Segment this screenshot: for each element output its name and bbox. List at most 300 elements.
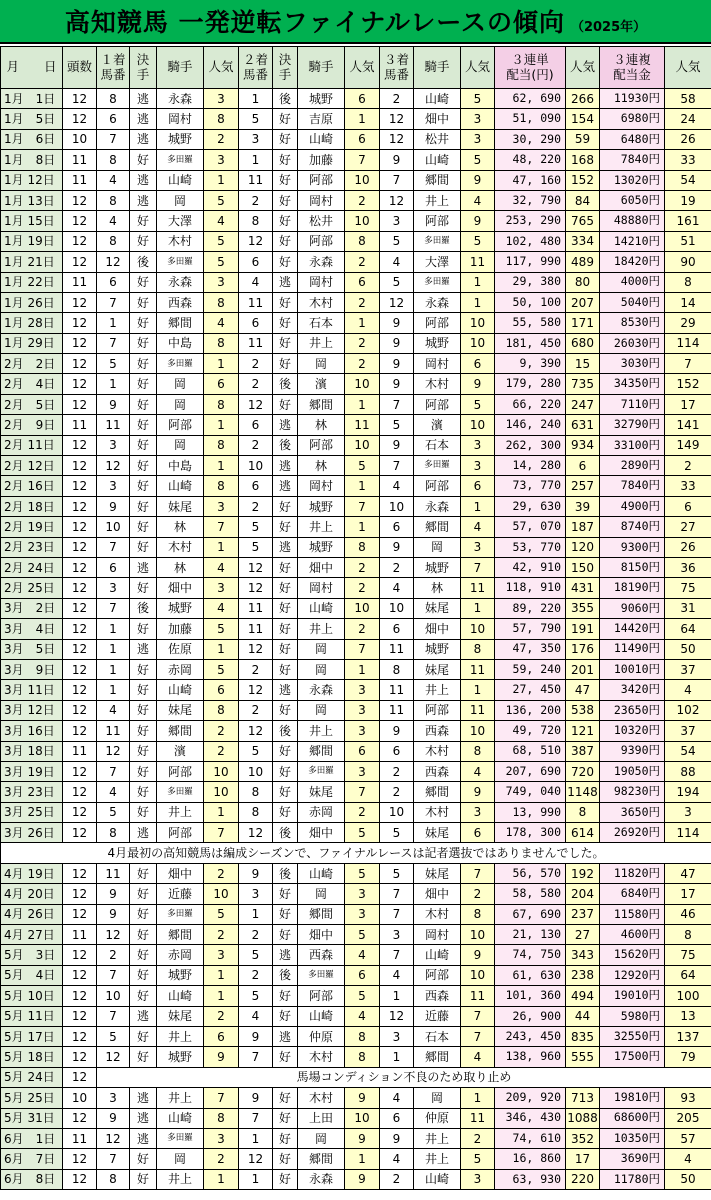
cell-field-size: 12: [63, 456, 97, 476]
cell-trifecta-popularity: 489: [566, 252, 600, 272]
cell-trifecta-popularity: 171: [566, 313, 600, 333]
cell-first-jockey: 城野: [157, 598, 204, 618]
cell-first-popularity: 2: [204, 863, 239, 883]
cell-second-number: 12: [239, 680, 273, 700]
cell-first-jockey: 中島: [157, 333, 204, 353]
cell-second-jockey: 畑中: [298, 823, 345, 843]
cell-third-jockey: 井上: [414, 1128, 461, 1148]
cell-third-number: 7: [380, 904, 414, 924]
cell-first-number: 3: [97, 1088, 130, 1108]
cell-third-popularity: 1: [461, 1088, 495, 1108]
table-row: [1, 802, 711, 822]
cell-second-jockey: 加藤: [298, 150, 345, 170]
cell-second-jockey: 上田: [298, 1108, 345, 1128]
april-note-row: [1, 843, 711, 863]
cell-trifecta-payout: 16, 860: [495, 1149, 566, 1169]
cell-second-jockey: 城野: [298, 89, 345, 109]
cell-second-popularity: 10: [345, 374, 380, 394]
cell-first-number: 1: [97, 619, 130, 639]
cell-second-number: 11: [239, 292, 273, 312]
cell-first-jockey: 赤岡: [157, 659, 204, 679]
cell-third-jockey: 城野: [414, 557, 461, 577]
cell-trio-payout: 4600円: [600, 925, 665, 945]
cell-trio-popularity: 17: [665, 884, 711, 904]
cell-first-number: 1: [97, 374, 130, 394]
cell-third-jockey: 妹尾: [414, 598, 461, 618]
cell-first-popularity: 8: [204, 1108, 239, 1128]
cell-trio-payout: 9300円: [600, 537, 665, 557]
cell-third-jockey: 濱: [414, 415, 461, 435]
cell-field-size: 12: [63, 211, 97, 231]
table-row: [1, 823, 711, 843]
cell-first-popularity: 8: [204, 109, 239, 129]
cell-second-popularity: 4: [345, 1006, 380, 1026]
cell-date: 2月 24日: [1, 557, 63, 577]
cell-trifecta-payout: 117, 990: [495, 252, 566, 272]
cell-second-number: 12: [239, 557, 273, 577]
cell-first-popularity: 5: [204, 904, 239, 924]
cell-first-style: 逃: [130, 109, 157, 129]
cell-first-jockey: 山崎: [157, 1108, 204, 1128]
table-row: [1, 170, 711, 190]
table-row: [1, 517, 711, 537]
cell-second-number: 12: [239, 823, 273, 843]
cell-third-number: 12: [380, 109, 414, 129]
cell-third-jockey: 郷間: [414, 1047, 461, 1067]
cell-trifecta-popularity: 387: [566, 741, 600, 761]
cell-trifecta-popularity: 835: [566, 1026, 600, 1046]
cell-second-jockey: 多田羅: [298, 761, 345, 781]
cell-second-jockey: 阿部: [298, 986, 345, 1006]
cell-trio-payout: 34350円: [600, 374, 665, 394]
cell-third-number: 9: [380, 354, 414, 374]
cell-date: 3月 2日: [1, 598, 63, 618]
cell-first-number: 6: [97, 272, 130, 292]
cell-second-number: 9: [239, 1026, 273, 1046]
cell-first-jockey: 多田羅: [157, 904, 204, 924]
cell-first-number: 1: [97, 313, 130, 333]
cell-trifecta-popularity: 257: [566, 476, 600, 496]
cell-third-jockey: 永森: [414, 292, 461, 312]
cell-second-number: 4: [239, 272, 273, 292]
cell-first-number: 7: [97, 129, 130, 149]
cell-second-jockey: 吉原: [298, 109, 345, 129]
cell-date: 3月 26日: [1, 823, 63, 843]
cell-field-size: 12: [63, 190, 97, 210]
cell-trio-payout: 5980円: [600, 1006, 665, 1026]
cell-trifecta-payout: 146, 240: [495, 415, 566, 435]
header-first-number: １着 馬番: [97, 47, 130, 89]
cell-trifecta-payout: 346, 430: [495, 1108, 566, 1128]
cell-field-size: 12: [63, 354, 97, 374]
cell-third-popularity: 1: [461, 496, 495, 516]
cell-first-popularity: 6: [204, 680, 239, 700]
cell-trio-popularity: 54: [665, 741, 711, 761]
cell-trifecta-payout: 118, 910: [495, 578, 566, 598]
cell-date: 3月 18日: [1, 741, 63, 761]
cell-third-jockey: 大澤: [414, 252, 461, 272]
cell-date: 2月 12日: [1, 456, 63, 476]
cell-third-popularity: 4: [461, 761, 495, 781]
cell-second-jockey: 妹尾: [298, 782, 345, 802]
cell-third-number: 5: [380, 823, 414, 843]
cell-trifecta-payout: 14, 280: [495, 456, 566, 476]
april-note-row-text: 4月最初の高知競馬は編成シーズンで、ファイナルレースは記者選抜ではありませんでした。: [1, 843, 711, 863]
cell-second-popularity: 2: [345, 802, 380, 822]
cell-first-style: 好: [130, 904, 157, 924]
cell-first-number: 5: [97, 354, 130, 374]
cell-second-number: 2: [239, 435, 273, 455]
table-row: [1, 537, 711, 557]
cell-second-style: 好: [273, 1108, 298, 1128]
cell-first-popularity: 4: [204, 557, 239, 577]
cell-second-number: 8: [239, 782, 273, 802]
cell-trio-payout: 8530円: [600, 313, 665, 333]
cell-trifecta-popularity: 176: [566, 639, 600, 659]
cell-second-popularity: 11: [345, 415, 380, 435]
cell-second-style: 好: [273, 741, 298, 761]
table-row: [1, 150, 711, 170]
cell-trifecta-payout: 47, 160: [495, 170, 566, 190]
cell-trio-payout: 12920円: [600, 965, 665, 985]
cell-date: 1月 6日: [1, 129, 63, 149]
cell-second-jockey: 山崎: [298, 598, 345, 618]
cell-first-popularity: 2: [204, 129, 239, 149]
cell-first-number: 12: [97, 925, 130, 945]
cell-trio-payout: 23650円: [600, 700, 665, 720]
results-table: [0, 46, 711, 1190]
cell-third-popularity: 6: [461, 354, 495, 374]
cell-field-size: 10: [63, 129, 97, 149]
cell-second-popularity: 7: [345, 150, 380, 170]
cell-first-number: 11: [97, 863, 130, 883]
cell-third-number: 7: [380, 170, 414, 190]
cell-second-jockey: 山崎: [298, 129, 345, 149]
cell-first-jockey: 井上: [157, 1169, 204, 1189]
cell-trio-popularity: 6: [665, 496, 711, 516]
cell-first-number: 9: [97, 496, 130, 516]
cell-second-jockey: 岡: [298, 884, 345, 904]
cell-trio-payout: 7110円: [600, 394, 665, 414]
cell-trifecta-popularity: 614: [566, 823, 600, 843]
cell-third-popularity: 8: [461, 741, 495, 761]
cell-trifecta-popularity: 201: [566, 659, 600, 679]
table-row: [1, 252, 711, 272]
cell-third-number: 7: [380, 945, 414, 965]
cell-first-number: 9: [97, 394, 130, 414]
cell-first-popularity: 4: [204, 598, 239, 618]
header-third-number: ３着 馬番: [380, 47, 414, 89]
cell-trio-payout: 17500円: [600, 1047, 665, 1067]
cell-third-number: 9: [380, 374, 414, 394]
cell-third-number: 4: [380, 965, 414, 985]
cell-second-jockey: 井上: [298, 619, 345, 639]
cell-second-style: 好: [273, 313, 298, 333]
cell-third-number: 2: [380, 557, 414, 577]
cell-third-jockey: 仲原: [414, 1108, 461, 1128]
cell-trio-popularity: 75: [665, 578, 711, 598]
cell-third-popularity: 9: [461, 170, 495, 190]
cell-third-popularity: 11: [461, 1108, 495, 1128]
cell-first-style: 逃: [130, 557, 157, 577]
cell-date: 2月 25日: [1, 578, 63, 598]
cell-trio-payout: 4000円: [600, 272, 665, 292]
cell-first-jockey: 永森: [157, 89, 204, 109]
cell-second-popularity: 10: [345, 435, 380, 455]
cell-trifecta-payout: 73, 770: [495, 476, 566, 496]
cell-first-number: 8: [97, 1169, 130, 1189]
cell-third-popularity: 10: [461, 313, 495, 333]
cell-first-style: 好: [130, 476, 157, 496]
cell-third-number: 5: [380, 231, 414, 251]
cell-first-jockey: 井上: [157, 1088, 204, 1108]
cell-field-size: 12: [63, 1169, 97, 1189]
cell-third-popularity: 10: [461, 721, 495, 741]
cell-second-jockey: 永森: [298, 680, 345, 700]
cell-second-number: 9: [239, 1088, 273, 1108]
cell-first-number: 9: [97, 904, 130, 924]
cell-third-number: 1: [380, 986, 414, 1006]
cell-second-number: 3: [239, 129, 273, 149]
cell-first-style: 好: [130, 374, 157, 394]
cell-field-size: 12: [63, 761, 97, 781]
cell-second-jockey: 阿部: [298, 435, 345, 455]
cell-date: 6月 1日: [1, 1128, 63, 1148]
cell-second-number: 6: [239, 415, 273, 435]
cell-second-style: 好: [273, 394, 298, 414]
cell-first-style: 好: [130, 211, 157, 231]
cell-first-number: 4: [97, 170, 130, 190]
table-row: [1, 374, 711, 394]
header-trio-popularity: 人気: [665, 47, 711, 89]
cell-second-jockey: 郷間: [298, 1149, 345, 1169]
cell-first-popularity: 1: [204, 802, 239, 822]
cell-trio-popularity: 79: [665, 1047, 711, 1067]
cell-trifecta-payout: 62, 690: [495, 89, 566, 109]
cell-second-number: 11: [239, 619, 273, 639]
cell-trifecta-payout: 749, 040: [495, 782, 566, 802]
cell-second-jockey: 岡村: [298, 476, 345, 496]
cell-trifecta-popularity: 168: [566, 150, 600, 170]
cell-second-popularity: 10: [345, 170, 380, 190]
cell-third-jockey: 松井: [414, 129, 461, 149]
cell-second-style: 逃: [273, 476, 298, 496]
cell-second-number: 5: [239, 517, 273, 537]
cell-second-jockey: 井上: [298, 721, 345, 741]
cell-trifecta-payout: 47, 350: [495, 639, 566, 659]
table-row: [1, 231, 711, 251]
cell-date: 6月 7日: [1, 1149, 63, 1169]
cell-trifecta-popularity: 187: [566, 517, 600, 537]
cell-second-popularity: 8: [345, 231, 380, 251]
cell-second-style: 好: [273, 925, 298, 945]
cell-third-number: 7: [380, 394, 414, 414]
cell-date: 1月 5日: [1, 109, 63, 129]
cell-first-popularity: 3: [204, 945, 239, 965]
cell-second-popularity: 6: [345, 741, 380, 761]
table-row: [1, 129, 711, 149]
cell-field-size: 12: [63, 965, 97, 985]
cell-trifecta-popularity: 631: [566, 415, 600, 435]
cell-field-size: 12: [63, 517, 97, 537]
cell-first-style: 好: [130, 354, 157, 374]
cell-third-jockey: 阿部: [414, 211, 461, 231]
cell-first-jockey: 城野: [157, 129, 204, 149]
cell-second-number: 12: [239, 639, 273, 659]
cell-third-jockey: 阿部: [414, 700, 461, 720]
cell-trifecta-popularity: 8: [566, 802, 600, 822]
cell-trifecta-popularity: 713: [566, 1088, 600, 1108]
cell-second-number: 5: [239, 945, 273, 965]
cell-trio-popularity: 57: [665, 1128, 711, 1148]
cell-first-popularity: 1: [204, 965, 239, 985]
cell-second-number: 2: [239, 925, 273, 945]
cell-trifecta-popularity: 355: [566, 598, 600, 618]
cell-trifecta-payout: 49, 720: [495, 721, 566, 741]
cell-second-jockey: 赤岡: [298, 802, 345, 822]
cell-first-jockey: 赤岡: [157, 945, 204, 965]
cell-date: 4月 27日: [1, 925, 63, 945]
cell-second-jockey: 岡: [298, 639, 345, 659]
cell-trio-payout: 48880円: [600, 211, 665, 231]
cell-third-popularity: 3: [461, 1169, 495, 1189]
cell-first-jockey: 井上: [157, 802, 204, 822]
cell-second-popularity: 2: [345, 578, 380, 598]
cell-field-size: 11: [63, 741, 97, 761]
cell-third-number: 6: [380, 517, 414, 537]
cell-trifecta-payout: 27, 450: [495, 680, 566, 700]
cell-date: 1月 13日: [1, 190, 63, 210]
cell-first-style: 好: [130, 802, 157, 822]
cell-trifecta-payout: 66, 220: [495, 394, 566, 414]
cell-field-size: 12: [63, 700, 97, 720]
cell-first-number: 11: [97, 415, 130, 435]
cell-first-number: 6: [97, 109, 130, 129]
cell-second-style: 後: [273, 721, 298, 741]
cell-third-popularity: 1: [461, 292, 495, 312]
cell-trio-popularity: 149: [665, 435, 711, 455]
cell-trio-popularity: 102: [665, 700, 711, 720]
cell-third-jockey: 岡村: [414, 925, 461, 945]
cell-trio-payout: 6480円: [600, 129, 665, 149]
cell-third-number: 5: [380, 272, 414, 292]
cell-second-style: 逃: [273, 537, 298, 557]
cell-first-number: 10: [97, 986, 130, 1006]
cell-first-jockey: 林: [157, 557, 204, 577]
cell-first-popularity: 3: [204, 150, 239, 170]
cell-first-jockey: 近藤: [157, 884, 204, 904]
cell-first-jockey: 郷間: [157, 925, 204, 945]
cell-first-number: 1: [97, 639, 130, 659]
cell-first-jockey: 城野: [157, 965, 204, 985]
cell-first-jockey: 畑中: [157, 578, 204, 598]
cell-first-number: 12: [97, 252, 130, 272]
cell-first-popularity: 1: [204, 354, 239, 374]
cell-date: 2月 9日: [1, 415, 63, 435]
cell-trio-popularity: 7: [665, 354, 711, 374]
table-row: [1, 1006, 711, 1026]
cell-second-number: 11: [239, 170, 273, 190]
cell-third-number: 9: [380, 1128, 414, 1148]
cell-first-number: 9: [97, 1108, 130, 1128]
cell-trio-payout: 9390円: [600, 741, 665, 761]
cell-first-jockey: 井上: [157, 1026, 204, 1046]
header-trifecta-payout: ３連単 配当(円): [495, 47, 566, 89]
cell-third-jockey: 木村: [414, 904, 461, 924]
cell-first-style: 逃: [130, 129, 157, 149]
cell-field-size: 12: [63, 537, 97, 557]
cell-first-jockey: 西森: [157, 292, 204, 312]
header-third-popularity: 人気: [461, 47, 495, 89]
table-row: [1, 659, 711, 679]
cell-first-popularity: 3: [204, 496, 239, 516]
cell-third-jockey: 西森: [414, 761, 461, 781]
cell-first-style: 逃: [130, 170, 157, 190]
cell-second-jockey: 永森: [298, 1169, 345, 1189]
cell-trio-payout: 18190円: [600, 578, 665, 598]
cell-date: 2月 5日: [1, 394, 63, 414]
cell-first-popularity: 2: [204, 925, 239, 945]
cell-second-style: 好: [273, 211, 298, 231]
cell-second-popularity: 1: [345, 313, 380, 333]
header-first-jockey: 騎手: [157, 47, 204, 89]
cell-second-jockey: 岡村: [298, 190, 345, 210]
cell-second-number: 12: [239, 394, 273, 414]
cell-third-jockey: 阿部: [414, 965, 461, 985]
cell-field-size: 12: [63, 578, 97, 598]
cell-trio-popularity: 27: [665, 517, 711, 537]
cell-trifecta-payout: 58, 580: [495, 884, 566, 904]
cell-third-number: 11: [380, 700, 414, 720]
cell-second-popularity: 8: [345, 537, 380, 557]
cell-third-jockey: 多田羅: [414, 456, 461, 476]
cell-trifecta-payout: 48, 220: [495, 150, 566, 170]
cell-second-number: 6: [239, 313, 273, 333]
cell-second-number: 7: [239, 1108, 273, 1128]
cell-second-popularity: 6: [345, 89, 380, 109]
cell-first-style: 好: [130, 415, 157, 435]
cell-trio-popularity: 26: [665, 537, 711, 557]
cell-second-style: 逃: [273, 272, 298, 292]
cell-third-jockey: 妹尾: [414, 659, 461, 679]
cell-third-popularity: 4: [461, 517, 495, 537]
table-row: [1, 557, 711, 577]
cell-trio-payout: 10350円: [600, 1128, 665, 1148]
cell-trifecta-popularity: 680: [566, 333, 600, 353]
cell-field-size: 12: [63, 823, 97, 843]
cell-first-jockey: 阿部: [157, 415, 204, 435]
cell-first-jockey: 阿部: [157, 823, 204, 843]
cell-first-popularity: 1: [204, 537, 239, 557]
table-row: [1, 1128, 711, 1148]
cell-first-popularity: 2: [204, 721, 239, 741]
cell-third-number: 6: [380, 741, 414, 761]
cell-date: 4月 20日: [1, 884, 63, 904]
cell-first-style: 好: [130, 659, 157, 679]
cell-second-popularity: 2: [345, 252, 380, 272]
cell-third-number: 4: [380, 1088, 414, 1108]
cell-trifecta-popularity: 59: [566, 129, 600, 149]
cell-second-popularity: 7: [345, 782, 380, 802]
cell-third-popularity: 5: [461, 89, 495, 109]
cell-first-popularity: 1: [204, 1169, 239, 1189]
cell-first-jockey: 木村: [157, 231, 204, 251]
cell-third-number: 11: [380, 639, 414, 659]
cell-trio-popularity: 47: [665, 863, 711, 883]
cell-trifecta-payout: 181, 450: [495, 333, 566, 353]
cell-second-style: 逃: [273, 456, 298, 476]
header-second-number: ２着 馬番: [239, 47, 273, 89]
